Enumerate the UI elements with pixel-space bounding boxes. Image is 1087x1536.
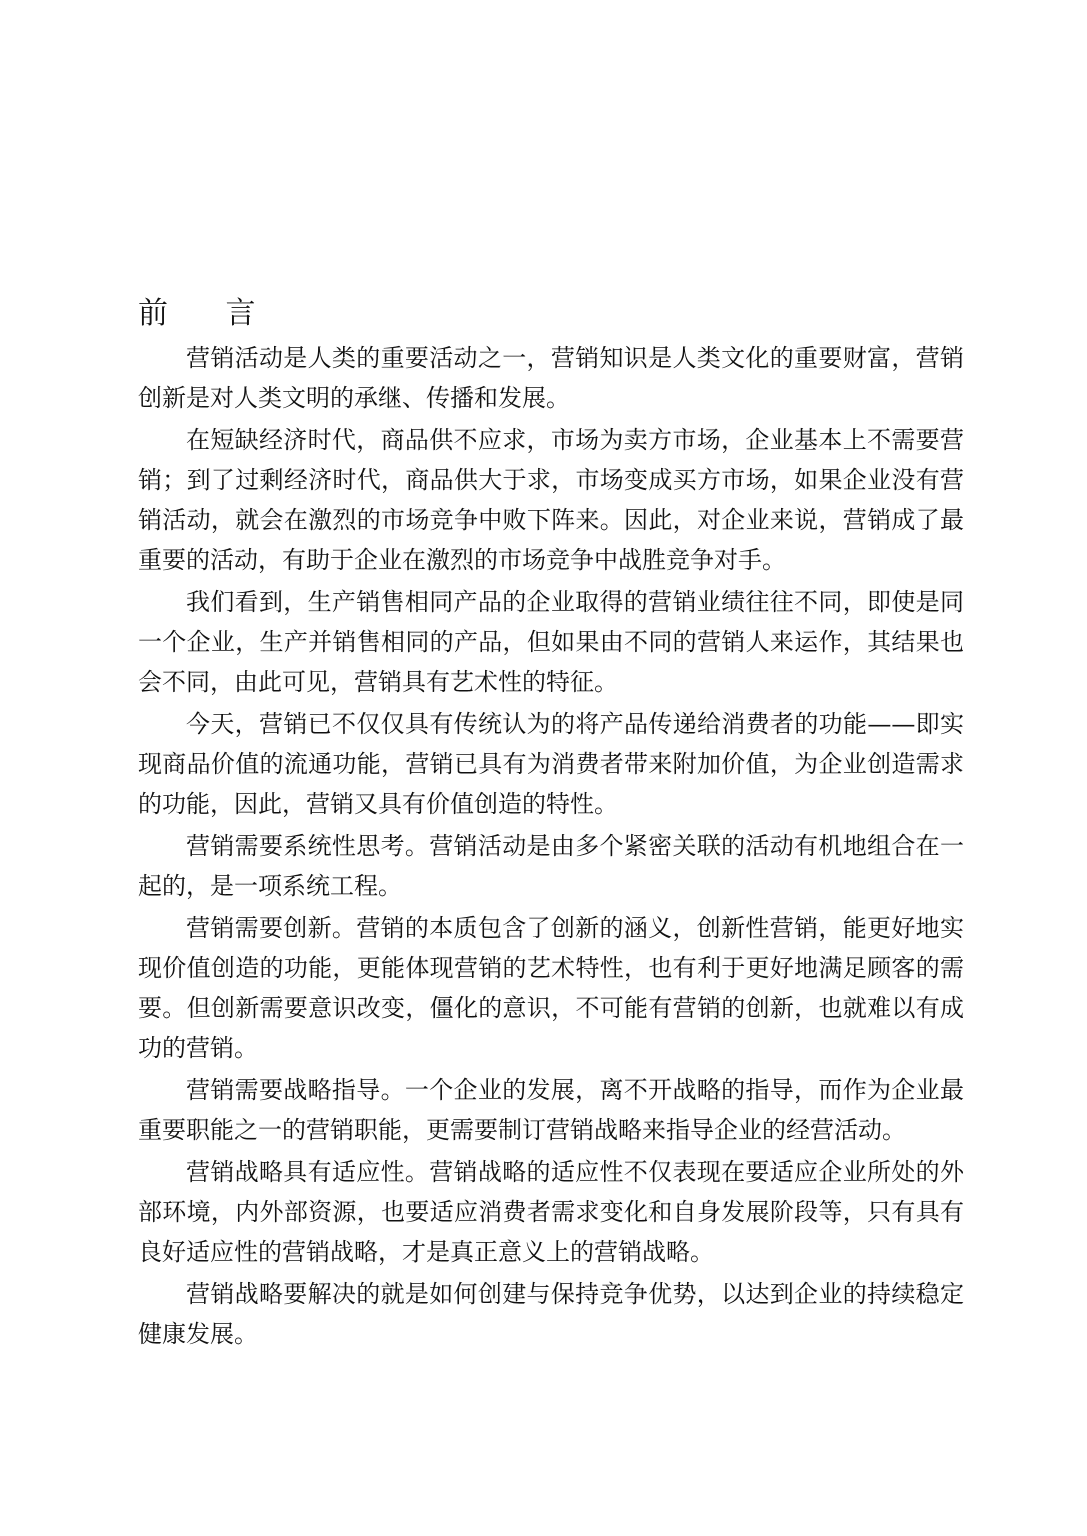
preface-heading: 前 言	[138, 296, 280, 331]
paragraph-2: 在短缺经济时代，商品供不应求，市场为卖方市场，企业基本上不需要营销；到了过剩经济时代，商品供大于求，市场变成买方市场，如果企业没有营销活动，就会在激烈的市场竞争中败下阵来。因此，对企业来说，营销成了最重要的活动，有助于企业在激烈的市场竞争中战胜竞争对手。	[138, 426, 964, 574]
paragraph-8: 营销战略具有适应性。营销战略的适应性不仅表现在要适应企业所处的外部环境，内外部资源，也要适应消费者需求变化和自身发展阶段等，只有具有良好适应性的营销战略，才是真正意义上的营销战略。	[138, 1158, 964, 1266]
paragraph-6: 营销需要创新。营销的本质包含了创新的涵义，创新性营销，能更好地实现价值创造的功能，更能体现营销的艺术特性，也有利于更好地满足顾客的需要。但创新需要意识改变，僵化的意识，不可能有营销的创新，也就难以有成功的营销。	[138, 914, 964, 1062]
paragraph-3: 我们看到，生产销售相同产品的企业取得的营销业绩往往不同，即使是同一个企业，生产并销售相同的产品，但如果由不同的营销人来运作，其结果也会不同，由此可见，营销具有艺术性的特征。	[138, 588, 964, 696]
paragraph-5: 营销需要系统性思考。营销活动是由多个紧密关联的活动有机地组合在一起的，是一项系统工程。	[138, 832, 964, 900]
paragraph-7: 营销需要战略指导。一个企业的发展，离不开战略的指导，而作为企业最重要职能之一的营销职能，更需要制订营销战略来指导企业的经营活动。	[138, 1076, 964, 1144]
preface-page	[138, 294, 964, 1356]
paragraph-9: 营销战略要解决的就是如何创建与保持竞争优势，以达到企业的持续稳定健康发展。	[138, 1280, 964, 1348]
paragraph-4: 今天，营销已不仅仅具有传统认为的将产品传递给消费者的功能——即实现商品价值的流通功能，营销已具有为消费者带来附加价值，为企业创造需求的功能，因此，营销又具有价值创造的特性。	[138, 710, 964, 818]
paragraph-1: 营销活动是人类的重要活动之一，营销知识是人类文化的重要财富，营销创新是对人类文明的承继、传播和发展。	[138, 344, 964, 412]
